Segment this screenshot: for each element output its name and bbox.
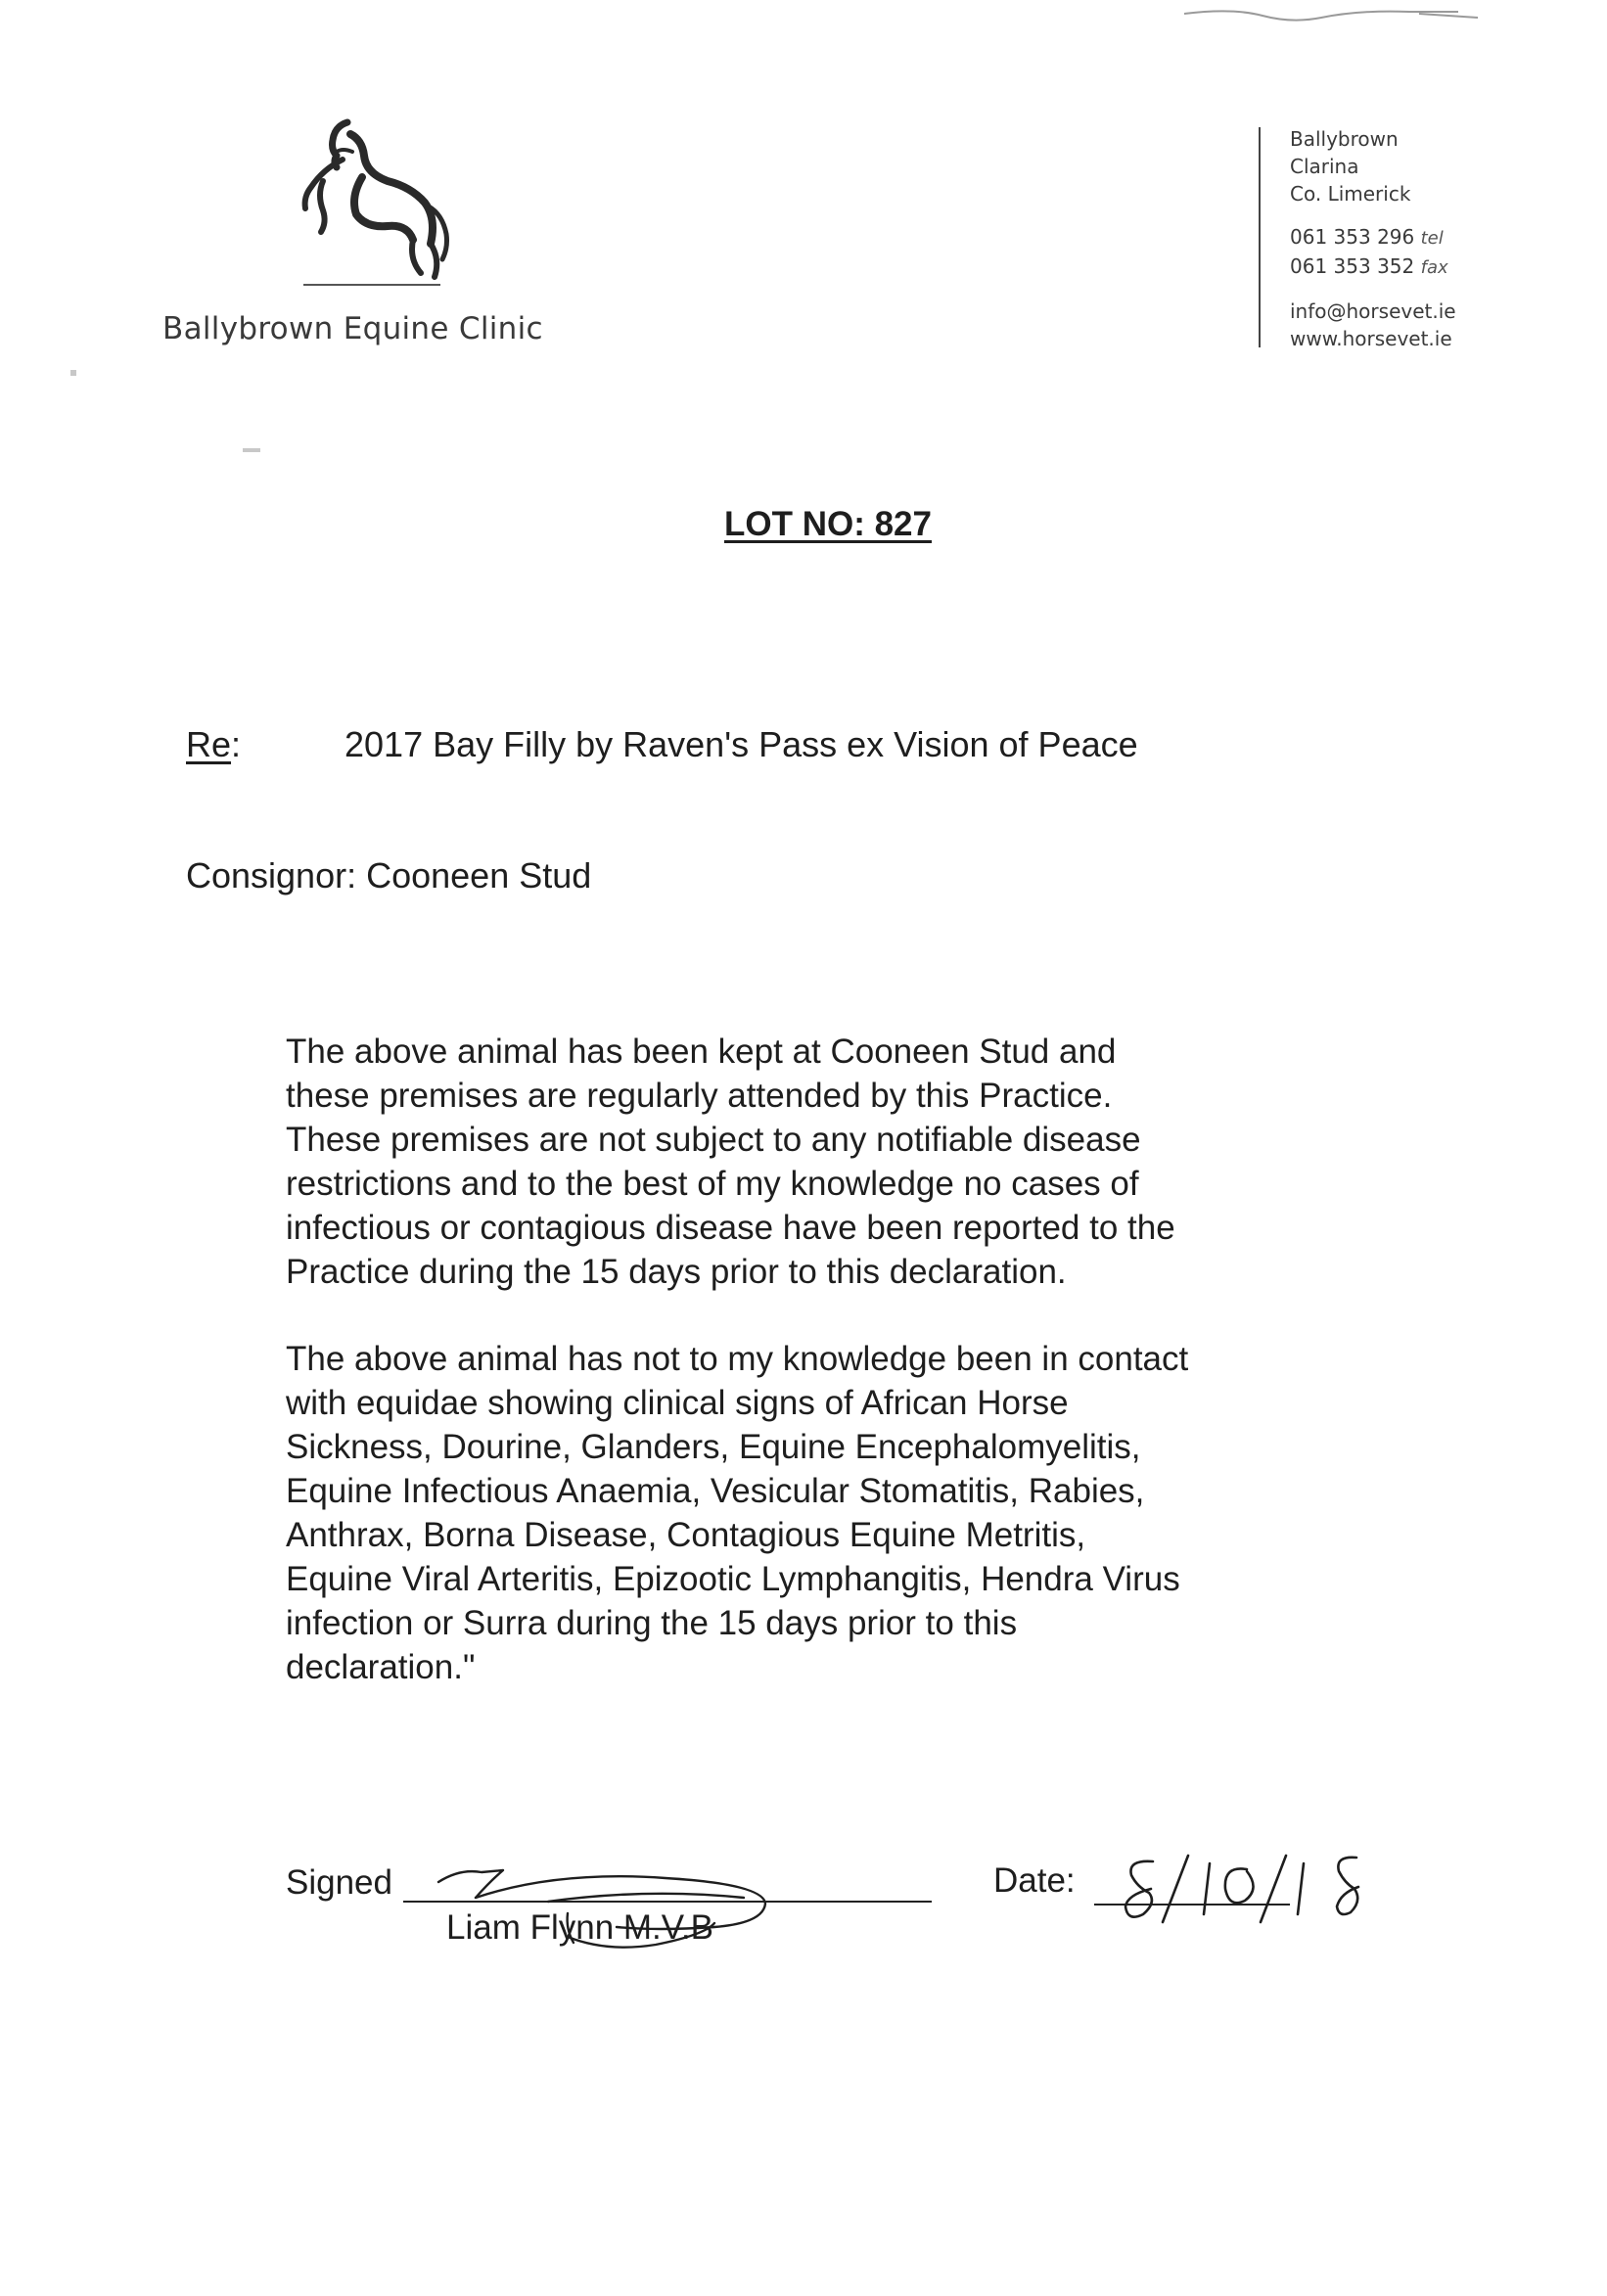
re-label-text: Re xyxy=(186,724,232,764)
header-divider xyxy=(1259,127,1261,347)
paragraph-line: with equidae showing clinical signs of African Horse xyxy=(286,1384,1069,1422)
re-label-colon: : xyxy=(231,724,242,764)
paragraph-line: Anthrax, Borna Disease, Contagious Equine Metritis, xyxy=(286,1516,1086,1554)
paragraph-line: Sickness, Dourine, Glanders, Equine Encephalomyelitis, xyxy=(286,1428,1141,1466)
paragraph-line: infectious or contagious disease have been reported to the xyxy=(286,1209,1175,1247)
signed-label: Signed xyxy=(286,1863,392,1902)
contact-block xyxy=(1290,125,1456,352)
consignor: Consignor: Cooneen Stud xyxy=(186,855,592,895)
handwritten-signature xyxy=(421,1855,812,1962)
scan-scribble xyxy=(1174,0,1488,39)
telephone xyxy=(1290,223,1456,253)
fax-unit: fax xyxy=(1420,257,1448,278)
paragraph-line: infection or Surra during the 15 days prior to this xyxy=(286,1604,1018,1642)
date-label: Date: xyxy=(993,1861,1076,1900)
declaration-paragraph-1 xyxy=(286,1030,1313,1294)
scan-speck xyxy=(70,370,76,376)
horse-logo-icon xyxy=(294,113,460,294)
address-line: Co. Limerick xyxy=(1290,182,1411,206)
paragraph-line: These premises are not subject to any notifiable disease xyxy=(286,1121,1141,1159)
clinic-name: Ballybrown Equine Clinic xyxy=(162,311,543,346)
paragraph-line: Equine Viral Arteritis, Epizootic Lymphangitis, Hendra Virus xyxy=(286,1560,1180,1598)
lot-title: LOT NO: 827 xyxy=(724,505,932,543)
re-subject: 2017 Bay Filly by Raven's Pass ex Vision of Peace xyxy=(344,724,1138,764)
email: info@horsevet.ie xyxy=(1290,299,1456,323)
paragraph-line: Equine Infectious Anaemia, Vesicular Stomatitis, Rabies, xyxy=(286,1472,1145,1510)
website: www.horsevet.ie xyxy=(1290,327,1452,350)
address-line: Ballybrown xyxy=(1290,127,1399,151)
scan-speck xyxy=(243,448,260,452)
address-line: Clarina xyxy=(1290,155,1359,178)
fax xyxy=(1290,253,1456,282)
handwritten-date xyxy=(1094,1850,1378,1928)
signer-name: Liam Flynn M.V.B xyxy=(446,1908,713,1947)
paragraph-line: declaration." xyxy=(286,1648,476,1686)
telephone-number: 061 353 296 xyxy=(1290,225,1415,249)
paragraph-line: these premises are regularly attended by this Practice. xyxy=(286,1077,1113,1115)
paragraph-line: restrictions and to the best of my knowledge no cases of xyxy=(286,1165,1139,1203)
paragraph-line: Practice during the 15 days prior to this declaration. xyxy=(286,1253,1067,1291)
paragraph-line: The above animal has been kept at Cooneen Stud and xyxy=(286,1033,1117,1071)
paragraph-line: The above animal has not to my knowledge been in contact xyxy=(286,1340,1189,1378)
declaration-paragraph-2 xyxy=(286,1337,1313,1689)
fax-number: 061 353 352 xyxy=(1290,254,1415,278)
telephone-unit: tel xyxy=(1420,228,1444,249)
re-label xyxy=(186,724,241,765)
